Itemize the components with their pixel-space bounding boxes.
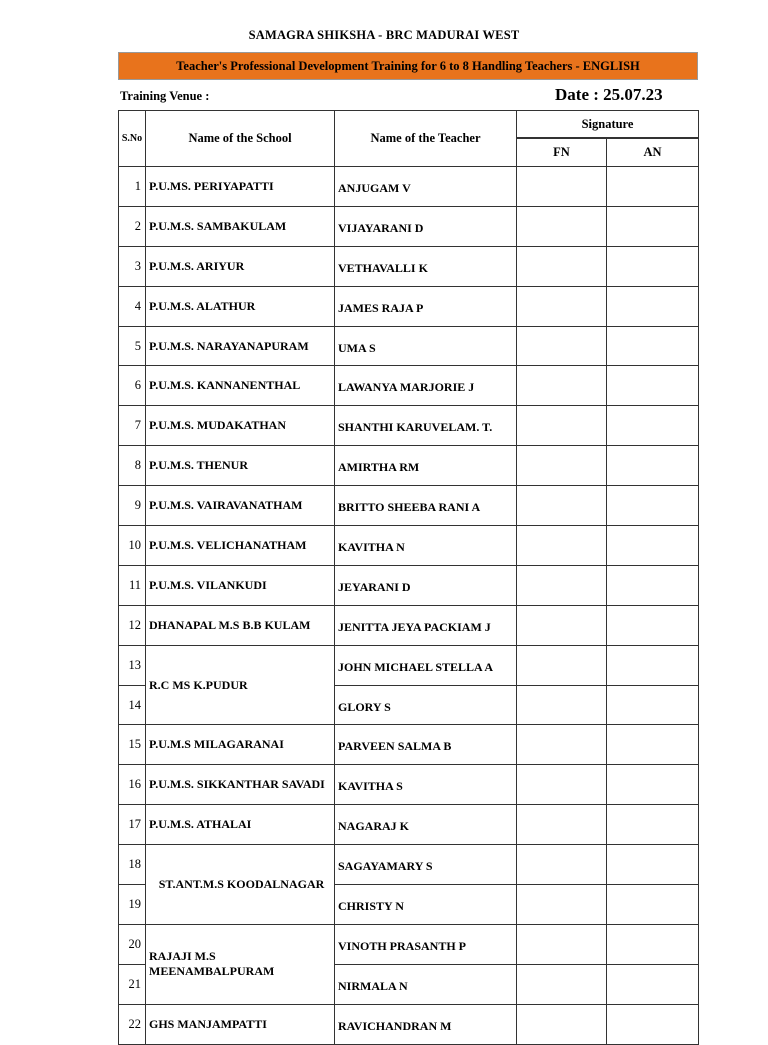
header-school: Name of the School [146, 111, 335, 167]
table-row [119, 206, 699, 246]
row-teacher: JENITTA JEYA PACKIAM J [335, 605, 517, 645]
row-teacher: PARVEEN SALMA B [335, 725, 517, 765]
table-header-row [119, 111, 699, 139]
row-school: P.U.M.S MILAGARANAI [146, 725, 335, 765]
signature-an-cell[interactable] [607, 845, 699, 885]
signature-an-cell[interactable] [607, 765, 699, 805]
training-banner: Teacher's Professional Development Training for 6 to 8 Handling Teachers - ENGLISH [118, 52, 698, 80]
signature-fn-cell[interactable] [517, 406, 607, 446]
row-teacher: SHANTHI KARUVELAM. T. [335, 406, 517, 446]
table-row [119, 246, 699, 286]
table-row [119, 486, 699, 526]
row-sno: 13 [119, 645, 146, 685]
signature-an-cell[interactable] [607, 964, 699, 1004]
signature-an-cell[interactable] [607, 286, 699, 326]
signature-an-cell[interactable] [607, 605, 699, 645]
row-sno: 19 [119, 885, 146, 925]
row-sno: 6 [119, 366, 146, 406]
row-sno: 22 [119, 1004, 146, 1044]
table-row [119, 366, 699, 406]
table-row [119, 605, 699, 645]
header-signature: Signature [517, 111, 699, 139]
row-sno: 20 [119, 924, 146, 964]
row-teacher: JAMES RAJA P [335, 286, 517, 326]
signature-fn-cell[interactable] [517, 446, 607, 486]
row-sno: 17 [119, 805, 146, 845]
signature-fn-cell[interactable] [517, 605, 607, 645]
signature-fn-cell[interactable] [517, 286, 607, 326]
row-teacher: BRITTO SHEEBA RANI A [335, 486, 517, 526]
row-sno: 14 [119, 685, 146, 725]
row-sno: 16 [119, 765, 146, 805]
signature-fn-cell[interactable] [517, 246, 607, 286]
row-teacher: CHRISTY N [335, 885, 517, 925]
signature-fn-cell[interactable] [517, 366, 607, 406]
row-sno: 18 [119, 845, 146, 885]
signature-an-cell[interactable] [607, 685, 699, 725]
signature-an-cell[interactable] [607, 406, 699, 446]
signature-an-cell[interactable] [607, 486, 699, 526]
row-teacher: ANJUGAM V [335, 167, 517, 207]
table-row [119, 286, 699, 326]
signature-fn-cell[interactable] [517, 565, 607, 605]
table-row [119, 565, 699, 605]
table-row [119, 725, 699, 765]
row-sno: 3 [119, 246, 146, 286]
row-sno: 1 [119, 167, 146, 207]
row-teacher: SAGAYAMARY S [335, 845, 517, 885]
table-row [119, 805, 699, 845]
row-school: P.U.M.S. ATHALAI [146, 805, 335, 845]
signature-an-cell[interactable] [607, 725, 699, 765]
row-school: P.U.M.S. SIKKANTHAR SAVADI [146, 765, 335, 805]
row-teacher: GLORY S [335, 685, 517, 725]
table-row [119, 406, 699, 446]
row-sno: 10 [119, 526, 146, 566]
signature-an-cell[interactable] [607, 1004, 699, 1044]
row-teacher: AMIRTHA RM [335, 446, 517, 486]
row-school: P.U.M.S. ARIYUR [146, 246, 335, 286]
table-row [119, 1004, 699, 1044]
signature-an-cell[interactable] [607, 326, 699, 366]
row-school: P.U.M.S. THENUR [146, 446, 335, 486]
document-title: SAMAGRA SHIKSHA - BRC MADURAI WEST [248, 28, 520, 42]
row-school: P.U.M.S. NARAYANAPURAM [146, 326, 335, 366]
signature-an-cell[interactable] [607, 446, 699, 486]
signature-fn-cell[interactable] [517, 725, 607, 765]
signature-fn-cell[interactable] [517, 326, 607, 366]
header-an: AN [607, 138, 699, 167]
signature-fn-cell[interactable] [517, 1004, 607, 1044]
header-fn: FN [517, 138, 607, 167]
row-school: RAJAJI M.S MEENAMBALPURAM [146, 924, 335, 1004]
signature-an-cell[interactable] [607, 167, 699, 207]
row-sno: 2 [119, 206, 146, 246]
row-sno: 8 [119, 446, 146, 486]
row-teacher: VETHAVALLI K [335, 246, 517, 286]
row-teacher: JEYARANI D [335, 565, 517, 605]
row-school: R.C MS K.PUDUR [146, 645, 335, 725]
row-sno: 12 [119, 605, 146, 645]
row-sno: 5 [119, 326, 146, 366]
table-row [119, 645, 699, 685]
table-row [119, 326, 699, 366]
signature-fn-cell[interactable] [517, 206, 607, 246]
row-school: P.U.M.S. VILANKUDI [146, 565, 335, 605]
row-teacher: KAVITHA S [335, 765, 517, 805]
row-school: P.U.M.S. MUDAKATHAN [146, 406, 335, 446]
signature-an-cell[interactable] [607, 924, 699, 964]
signature-fn-cell[interactable] [517, 845, 607, 885]
row-teacher: JOHN MICHAEL STELLA A [335, 645, 517, 685]
row-school: P.U.M.S. ALATHUR [146, 286, 335, 326]
table-row [119, 526, 699, 566]
row-school: P.U.M.S. SAMBAKULAM [146, 206, 335, 246]
table-row [119, 446, 699, 486]
row-sno: 21 [119, 964, 146, 1004]
row-teacher: UMA S [335, 326, 517, 366]
training-date: Date : 25.07.23 [555, 85, 663, 104]
signature-an-cell[interactable] [607, 206, 699, 246]
table-row [119, 765, 699, 805]
table-row [119, 924, 699, 964]
attendance-table [118, 110, 699, 1045]
training-venue-label: Training Venue : [120, 89, 210, 103]
signature-fn-cell[interactable] [517, 805, 607, 845]
row-teacher: NIRMALA N [335, 964, 517, 1004]
row-teacher: VINOTH PRASANTH P [335, 924, 517, 964]
signature-fn-cell[interactable] [517, 964, 607, 1004]
row-sno: 7 [119, 406, 146, 446]
signature-fn-cell[interactable] [517, 526, 607, 566]
row-sno: 15 [119, 725, 146, 765]
row-school: GHS MANJAMPATTI [146, 1004, 335, 1044]
row-school: ST.ANT.M.S KOODALNAGAR [146, 845, 335, 925]
row-sno: 11 [119, 565, 146, 605]
signature-an-cell[interactable] [607, 366, 699, 406]
row-school: DHANAPAL M.S B.B KULAM [146, 605, 335, 645]
signature-fn-cell[interactable] [517, 765, 607, 805]
signature-fn-cell[interactable] [517, 645, 607, 685]
header-teacher: Name of the Teacher [335, 111, 517, 167]
table-row [119, 845, 699, 885]
signature-an-cell[interactable] [607, 805, 699, 845]
row-teacher: RAVICHANDRAN M [335, 1004, 517, 1044]
row-school: P.U.M.S. VAIRAVANATHAM [146, 486, 335, 526]
row-teacher: VIJAYARANI D [335, 206, 517, 246]
row-teacher: LAWANYA MARJORIE J [335, 366, 517, 406]
header-sno: S.No [119, 111, 146, 167]
signature-fn-cell[interactable] [517, 685, 607, 725]
row-teacher: KAVITHA N [335, 526, 517, 566]
signature-an-cell[interactable] [607, 645, 699, 685]
signature-fn-cell[interactable] [517, 885, 607, 925]
row-school: P.U.MS. PERIYAPATTI [146, 167, 335, 207]
signature-an-cell[interactable] [607, 565, 699, 605]
table-row [119, 167, 699, 207]
row-school: P.U.M.S. KANNANENTHAL [146, 366, 335, 406]
signature-an-cell[interactable] [607, 885, 699, 925]
signature-an-cell[interactable] [607, 526, 699, 566]
row-school: P.U.M.S. VELICHANATHAM [146, 526, 335, 566]
row-teacher: NAGARAJ K [335, 805, 517, 845]
row-sno: 9 [119, 486, 146, 526]
row-sno: 4 [119, 286, 146, 326]
signature-fn-cell[interactable] [517, 167, 607, 207]
signature-fn-cell[interactable] [517, 924, 607, 964]
signature-fn-cell[interactable] [517, 486, 607, 526]
signature-an-cell[interactable] [607, 246, 699, 286]
